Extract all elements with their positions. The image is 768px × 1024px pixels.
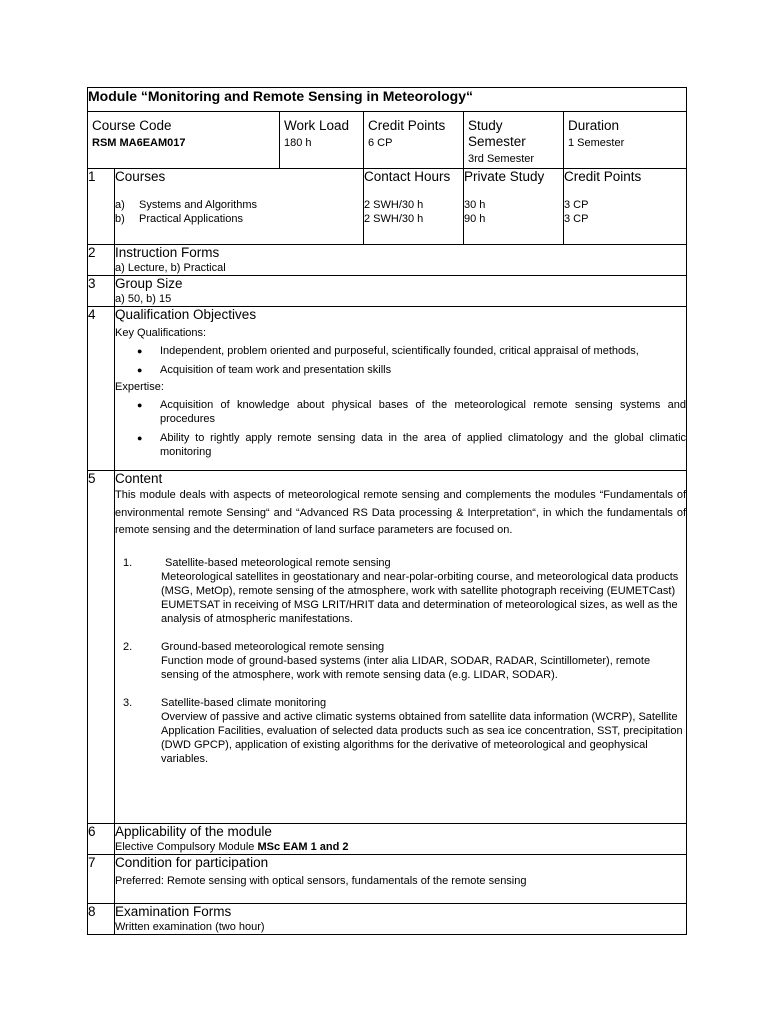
private-study-label: Private Study bbox=[464, 169, 545, 184]
work-load-cell bbox=[280, 112, 364, 169]
contact-hours-label: Contact Hours bbox=[364, 169, 451, 184]
list-item-body bbox=[161, 640, 686, 682]
row-number: 7 bbox=[88, 855, 115, 904]
bullet-icon: ● bbox=[137, 433, 143, 443]
examination-row bbox=[88, 904, 687, 935]
course-credit-points-cell bbox=[564, 169, 687, 245]
list-item-text: Acquisition of team work and presentation skills bbox=[160, 364, 392, 376]
content-row bbox=[88, 471, 687, 824]
list-item bbox=[123, 556, 686, 626]
list-item-title: Satellite-based meteorological remote sensing bbox=[165, 556, 391, 569]
row-number: 1 bbox=[88, 169, 115, 245]
list-item-text: Ability to rightly apply remote sensing data in the area of applied climatology and the global climatic monitoring bbox=[160, 432, 687, 458]
content-cell bbox=[115, 471, 687, 824]
course-item bbox=[115, 212, 363, 226]
applicability-label: Applicability of the module bbox=[115, 824, 272, 839]
list-item bbox=[137, 363, 686, 377]
applicability-cell bbox=[115, 824, 687, 855]
content-intro: This module deals with aspects of meteorological remote sensing and complements the modules “Fundamentals of environmental remote Sensing“ and “Advanced RS Data processing & Interpretation“, in which the fundamentals of remote sensing and the determination of land surface parameters are focused on. bbox=[115, 489, 687, 536]
list-item-text: Acquisition of knowledge about physical bases of the meteorological remote sensing systems and procedures bbox=[160, 399, 687, 425]
study-semester-value: 3rd Semester bbox=[468, 153, 535, 165]
list-item-text: Function mode of ground-based systems (inter alia LIDAR, SODAR, RADAR, Scintillometer), remote sensing of the atmosphere, work with remote sensing data (e.g. LIDAR, SODAR). bbox=[161, 654, 651, 681]
list-item-title: Ground-based meteorological remote sensing bbox=[161, 640, 385, 653]
contact-hours-value: 2 SWH/30 h bbox=[364, 213, 424, 225]
contact-hours-value: 2 SWH/30 h bbox=[364, 199, 424, 211]
private-study-cell bbox=[464, 169, 564, 245]
list-item-text: Overview of passive and active climatic systems obtained from satellite data information (WCRP), Satellite Application Facilities, evaluation of selected data products such as sea ice concentration, SST, precipitation (DWD GPCP), application of existing algorithms for the derivative of meteorological and geophysical variables. bbox=[161, 710, 683, 765]
courses-cell bbox=[115, 169, 364, 245]
row-number: 5 bbox=[88, 471, 115, 824]
module-table bbox=[87, 87, 687, 935]
expertise-label: Expertise: bbox=[115, 381, 164, 393]
applicability-program: MSc EAM 1 and 2 bbox=[257, 841, 349, 853]
duration-label: Duration bbox=[568, 118, 620, 133]
applicability-prefix: Elective Compulsory Module bbox=[115, 841, 258, 853]
examination-value: Written examination (two hour) bbox=[115, 921, 265, 933]
condition-value: Preferred: Remote sensing with optical sensors, fundamentals of the remote sensing bbox=[115, 875, 527, 887]
course-credit-points-value: 3 CP bbox=[564, 213, 589, 225]
list-item-number: 3. bbox=[123, 696, 133, 709]
row-number: 4 bbox=[88, 307, 115, 471]
condition-cell bbox=[115, 855, 687, 904]
list-item bbox=[137, 398, 686, 426]
list-item-title: Satellite-based climate monitoring bbox=[161, 696, 327, 709]
course-marker: b) bbox=[115, 213, 125, 225]
group-size-value: a) 50, b) 15 bbox=[115, 293, 172, 305]
list-item-number: 1. bbox=[123, 556, 133, 569]
courses-row bbox=[88, 169, 687, 245]
credit-points-cell bbox=[364, 112, 464, 169]
row-number: 6 bbox=[88, 824, 115, 855]
duration-cell bbox=[564, 112, 687, 169]
group-size-row bbox=[88, 276, 687, 307]
applicability-row bbox=[88, 824, 687, 855]
instruction-forms-value: a) Lecture, b) Practical bbox=[115, 262, 226, 274]
course-name: Practical Applications bbox=[139, 213, 243, 225]
course-item bbox=[115, 198, 363, 212]
applicability-value bbox=[115, 840, 686, 854]
courses-label: Courses bbox=[115, 169, 166, 184]
contact-hours-cell bbox=[364, 169, 464, 245]
key-qualifications-label: Key Qualifications: bbox=[115, 327, 207, 339]
instruction-forms-label: Instruction Forms bbox=[115, 245, 220, 260]
list-item-body bbox=[161, 556, 686, 626]
list-item-number: 2. bbox=[123, 640, 133, 653]
row-number: 2 bbox=[88, 245, 115, 276]
work-load-label: Work Load bbox=[284, 118, 350, 133]
row-number: 8 bbox=[88, 904, 115, 935]
credit-points-value: 6 CP bbox=[368, 137, 393, 149]
course-name: Systems and Algorithms bbox=[139, 199, 257, 211]
list-item-body bbox=[161, 696, 686, 766]
bullet-icon: ● bbox=[137, 346, 143, 356]
qualification-label: Qualification Objectives bbox=[115, 307, 257, 322]
private-study-value: 90 h bbox=[464, 213, 486, 225]
bullet-icon: ● bbox=[137, 365, 143, 375]
group-size-cell bbox=[115, 276, 687, 307]
duration-value: 1 Semester bbox=[568, 137, 625, 149]
course-marker: a) bbox=[115, 199, 125, 211]
instruction-forms-cell bbox=[115, 245, 687, 276]
study-semester-label: Study Semester bbox=[468, 118, 526, 149]
qualification-row bbox=[88, 307, 687, 471]
header-row bbox=[88, 112, 687, 169]
condition-row bbox=[88, 855, 687, 904]
list-item-text: Independent, problem oriented and purposeful, scientifically founded, critical appraisal of methods, bbox=[160, 345, 639, 357]
private-study-value: 30 h bbox=[464, 199, 486, 211]
work-load-value: 180 h bbox=[284, 137, 312, 149]
title-row bbox=[88, 88, 687, 112]
course-code-label: Course Code bbox=[92, 118, 172, 133]
bullet-icon: ● bbox=[137, 400, 143, 410]
course-credit-points-label: Credit Points bbox=[564, 169, 642, 184]
list-item-text: Meteorological satellites in geostationary and near-polar-orbiting course, and meteorological data products (MSG, MetOp), remote sensing of the atmosphere, work with satellite photograph receiving (EUMETCast) EUMETSAT in receiving of MSG LRIT/HRIT data and determination of meteorological sizes, as well as the analysis of atmospheric manifestations. bbox=[161, 570, 679, 625]
list-item bbox=[123, 696, 686, 766]
course-code-value: RSM MA6EAM017 bbox=[92, 137, 186, 149]
group-size-label: Group Size bbox=[115, 276, 183, 291]
examination-cell bbox=[115, 904, 687, 935]
list-item bbox=[137, 431, 686, 459]
condition-label: Condition for participation bbox=[115, 855, 269, 870]
course-code-cell bbox=[88, 112, 280, 169]
module-title: Module “Monitoring and Remote Sensing in Meteorology“ bbox=[88, 88, 687, 112]
qualification-cell bbox=[115, 307, 687, 471]
credit-points-label: Credit Points bbox=[368, 118, 446, 133]
examination-label: Examination Forms bbox=[115, 904, 232, 919]
study-semester-cell bbox=[464, 112, 564, 169]
list-item bbox=[137, 344, 686, 358]
row-number: 3 bbox=[88, 276, 115, 307]
instruction-forms-row bbox=[88, 245, 687, 276]
content-label: Content bbox=[115, 471, 163, 486]
list-item bbox=[123, 640, 686, 682]
course-credit-points-value: 3 CP bbox=[564, 199, 589, 211]
